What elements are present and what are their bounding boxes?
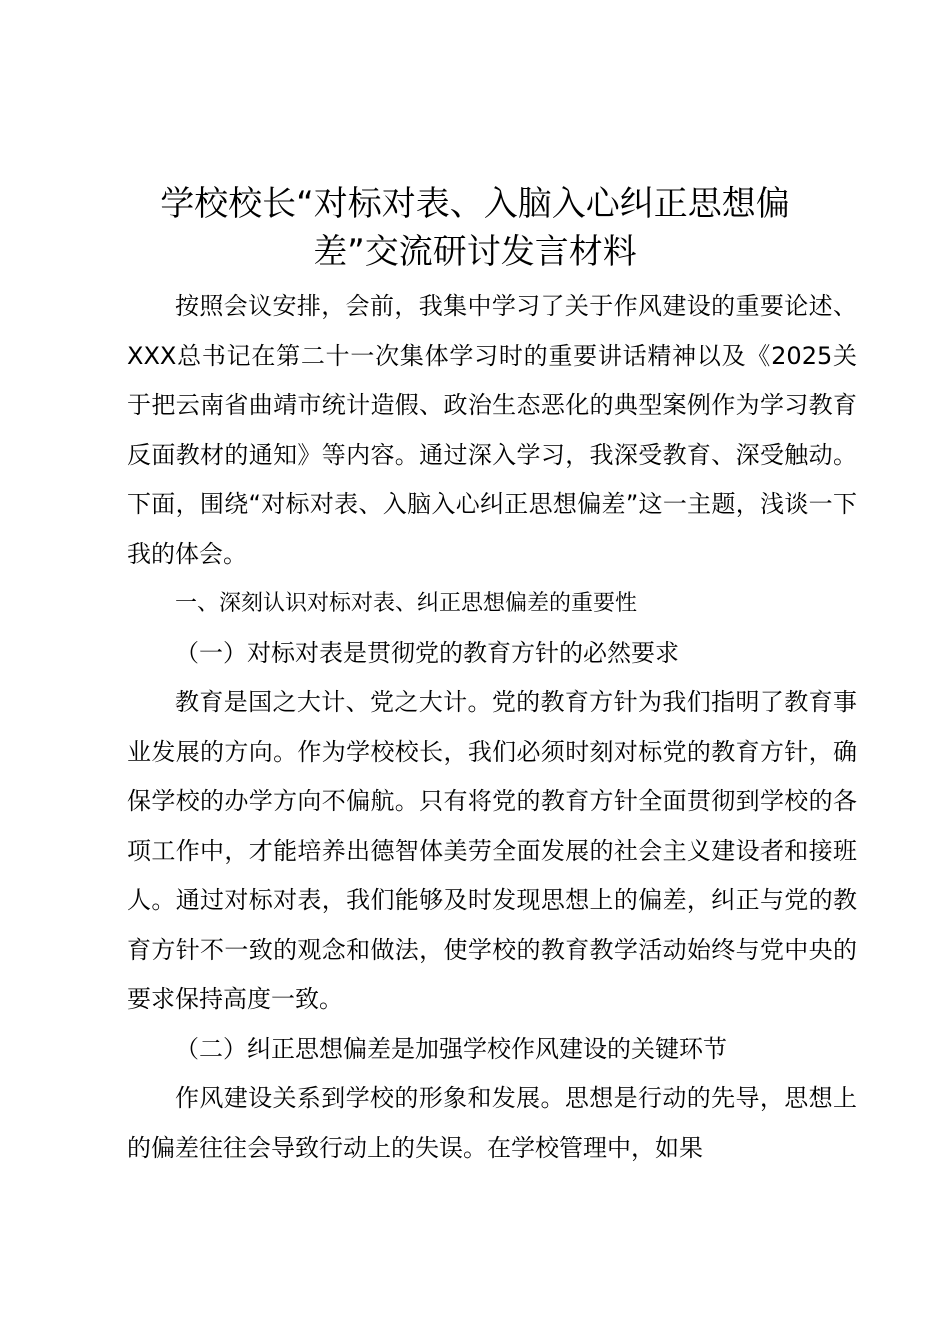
body-paragraph-1: 教育是国之大计、党之大计。党的教育方针为我们指明了教育事业发展的方向。作为学校校长，我们必须时刻对标党的教育方针，确保学校的办学方向不偏航。只有将党的教育方针全面贯彻到学校的各项工作中，才能培养出德智体美劳全面发展的社会主义建设者和接班人。通过对标对表，我们能够及时发现思想上的偏差，纠正与党的教育方针不一致的观念和做法，使学校的教育教学活动始终与党中央的要求保持高度一致。 <box>127 688 857 1013</box>
document-title-line1: 学校校长“对标对表、入脑入心纠正思想偏 <box>160 184 790 224</box>
document-title-line2: 差”交流研讨发言材料 <box>313 232 637 272</box>
intro-paragraph: 按照会议安排，会前，我集中学习了关于作风建设的重要论述、XXX总书记在第二十一次集体学习时的重要讲话精神以及《2025关于把云南省曲靖市统计造假、政治生态恶化的典型案例作为学习教育反面教材的通知》等内容。通过深入学习，我深受教育、深受触动。下面，围绕“对标对表、入脑入心纠正思想偏差”这一主题，浅谈一下我的体会。 <box>127 292 857 568</box>
document-title <box>100 180 850 276</box>
body-paragraph-2: 作风建设关系到学校的形象和发展。思想是行动的先导，思想上的偏差往往会导致行动上的失误。在学校管理中，如果 <box>127 1084 857 1162</box>
document-body <box>127 282 857 1173</box>
subsection-heading-1: （一）对标对表是贯彻党的教育方针的必然要求 <box>175 638 679 667</box>
section-heading-1: 一、深刻认识对标对表、纠正思想偏差的重要性 <box>175 591 638 616</box>
subsection-heading-2: （二）纠正思想偏差是加强学校作风建设的关键环节 <box>175 1034 727 1063</box>
